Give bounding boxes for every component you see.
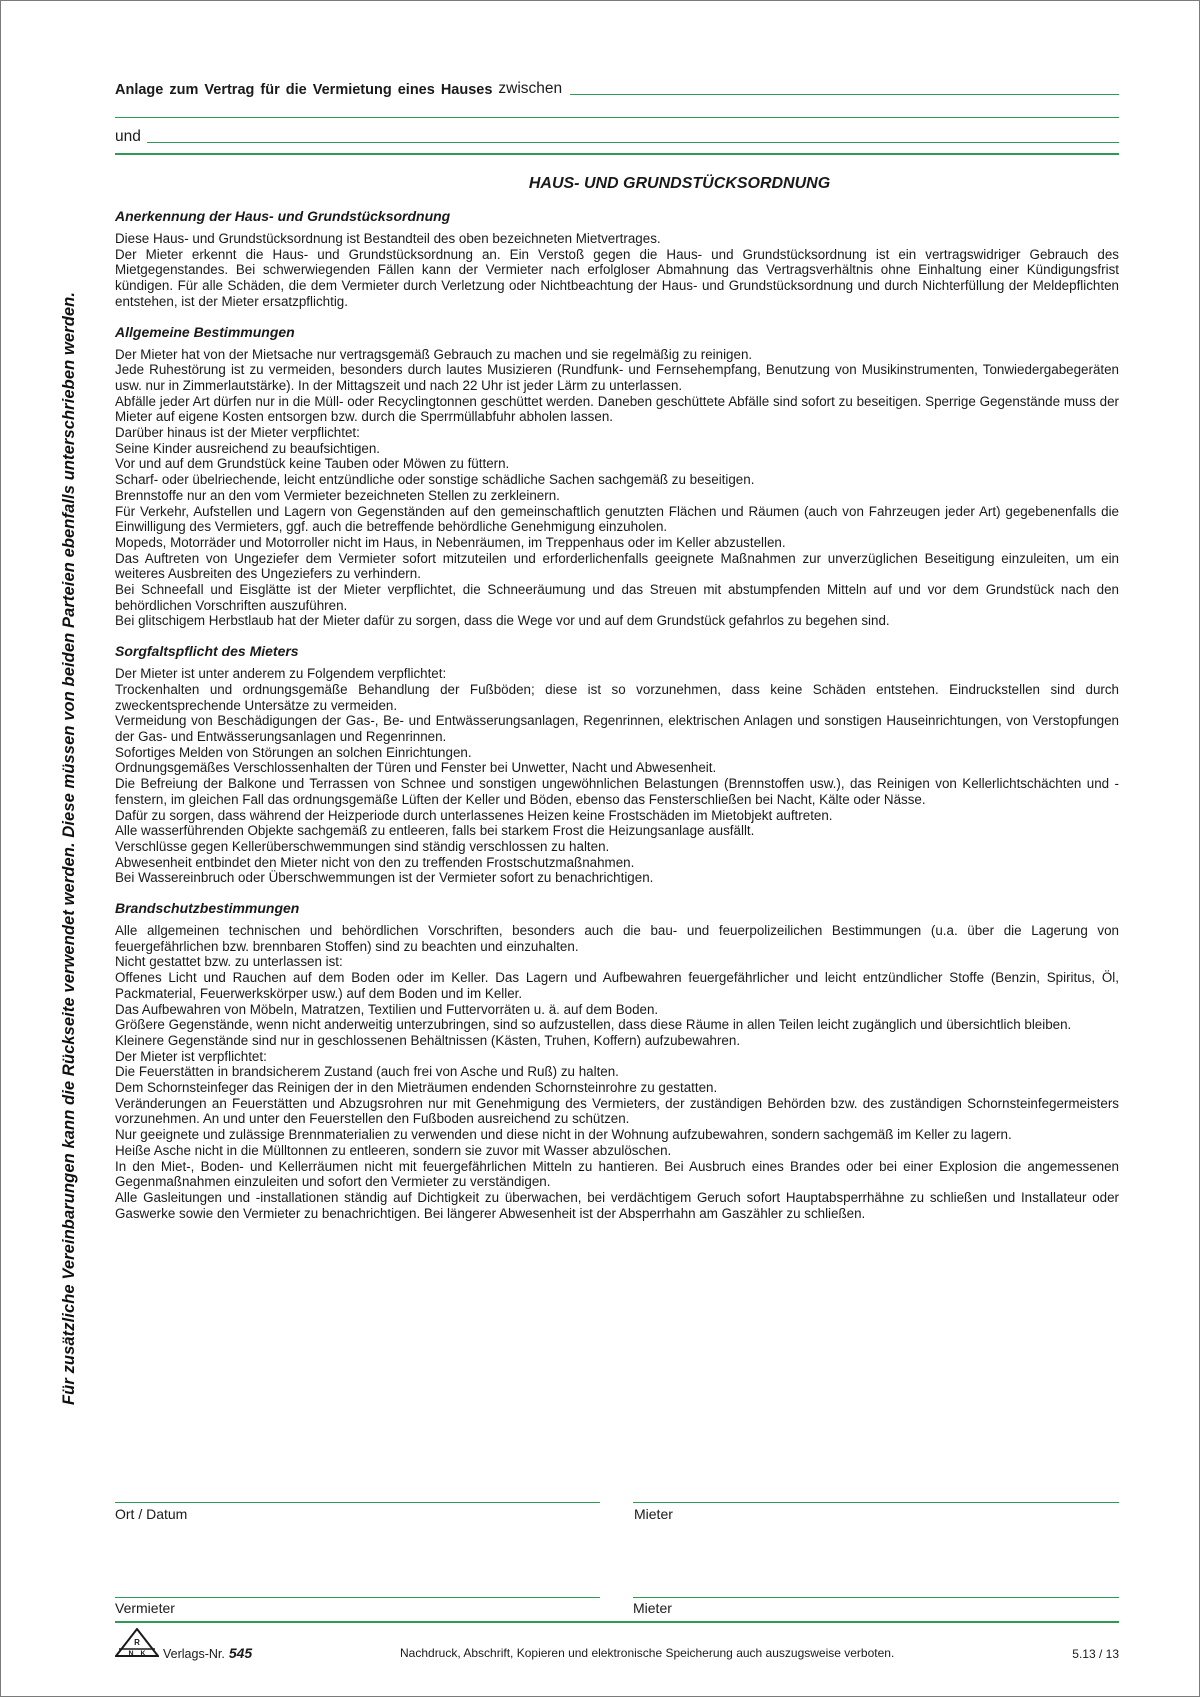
publisher-number-label: Verlags-Nr.: [163, 1647, 225, 1661]
header-divider: [115, 153, 1119, 155]
section-paragraph: Alle wasserführenden Objekte sachgemäß zu entleeren, falls bei starkem Frost die Heizungsanlage ausfällt.: [115, 823, 755, 839]
and-row: [115, 126, 1119, 146]
section: [115, 208, 1119, 310]
section-paragraph: Bei Schneefall und Eisglätte ist der Mieter verpflichtet, die Schneeräumung und das Streuen mit abstumpfenden Mitteln auf und vor dem Grundstück nach den behördlichen Vorschriften auszuführen.: [115, 582, 1119, 613]
tenant-2-label: Mieter: [633, 1600, 672, 1616]
section-paragraph: Sofortiges Melden von Störungen an solchen Einrichtungen.: [115, 744, 472, 760]
svg-text:R: R: [134, 1638, 140, 1647]
section-paragraph: Scharf- oder übelriechende, leicht entzündliche oder sonstige schädliche Sachen sachgemäß zu beseitigen.: [115, 472, 755, 488]
party-1-field[interactable]: [570, 94, 1119, 95]
tenant-1-signature-line[interactable]: [633, 1502, 1119, 1503]
section: [115, 643, 1119, 886]
section-paragraph: Nur geeignete und zulässige Brennmaterialien zu verwenden und diese nicht in der Wohnung aufzubewahren, sondern sachgemäß im Keller zu lagern.: [115, 1127, 1012, 1143]
contract-header-row: [115, 78, 1119, 98]
section-paragraph: Der Mieter erkennt die Haus- und Grundstücksordnung an. Ein Verstoß gegen die Haus- und Grundstücksordnung ist ein vertragswidriger Gebrauch des Mietgegenstandes. Bei schwerwiegenden Fällen kann der Vermieter nach erfolgloser Abmahnung das Vertragsverhältnis ohne Einhaltung einer Kündigungsfrist kündigen. Für alle Schäden, die dem Vermieter durch Verletzung oder Nichtbeachtung der Haus- und Grundstücksordnung und durch Nichterfüllung der Meldepflichten entstehen, ist der Mieter ersatzpflichtig.: [115, 246, 1119, 309]
publisher-logo-icon: [115, 1628, 159, 1658]
tenant-2-signature-line[interactable]: [633, 1597, 1119, 1598]
publisher-number: [163, 1645, 252, 1661]
between-label: zwischen: [498, 80, 563, 97]
section-paragraph: Alle allgemeinen technischen und behördlichen Vorschriften, besonders auch die bau- und feuerpolizeilichen Bestimmungen (u.a. über die Lagerung von feuergefährlichen bzw. brennbaren Stoffen) sind zu beachten und einzuhalten.: [115, 923, 1119, 954]
section-paragraph: Der Mieter ist unter anderem zu Folgendem verpflichtet:: [115, 666, 447, 682]
section-paragraph: Die Befreiung der Balkone und Terrassen von Schnee und sonstigen ungewöhnlichen Belastungen (Brennstoffen usw.), das Reinigen von Kellerlichtschächten und -fenstern, im gleichen Fall das ordnungsgemäße Lüften der Keller und Böden, ebenso das Fensterschließen bei Nacht, Kälte oder Nässe.: [115, 776, 1119, 807]
edition-number: 5.13 / 13: [1072, 1647, 1119, 1661]
side-note: Für zusätzliche Vereinbarungen kann die Rückseite verwendet werden. Diese müssen von beiden Parteien ebenfalls unterschrieben werden.: [60, 291, 78, 1405]
section-paragraph: In den Miet-, Boden- und Kellerräumen nicht mit feuergefährlichen Mitteln zu hantieren. Bei Ausbruch eines Brandes oder bei einer Explosion die angemessenen Gegenmaßnahmen einzuleiten und sofort den Vermieter zu verständigen.: [115, 1158, 1119, 1190]
party-2-field[interactable]: [147, 142, 1119, 143]
place-date-signature-line[interactable]: [115, 1502, 600, 1503]
and-label: und: [115, 128, 141, 145]
place-date-label: Ort / Datum: [115, 1506, 188, 1522]
section-paragraph: Brennstoffe nur an den vom Vermieter bezeichneten Stellen zu zerkleinern.: [115, 487, 560, 503]
section-paragraph: Heiße Asche nicht in die Mülltonnen zu entleeren, sondern sie zuvor mit Wasser abzulöschen.: [115, 1142, 672, 1158]
section-paragraph: Jede Ruhestörung ist zu vermeiden, besonders durch lautes Musizieren (Rundfunk- und Fernsehempfang, Benutzung von Musikinstrumenten, Tonwiedergabegeräten usw. nur in Zimmerlautstärke). In der Mittagszeit und nach 22 Uhr ist jeder Lärm zu unterlassen.: [115, 362, 1119, 393]
section-paragraph: Veränderungen an Feuerstätten und Abzugsrohren nur mit Genehmigung des Vermieters, der zuständigen Behörden bzw. des zuständigen Schornsteinfegermeisters vorzunehmen. An und unter den Feuerstellen den Fußboden ausreichend zu schützen.: [115, 1095, 1119, 1127]
section-paragraph: Die Feuerstätten in brandsicherem Zustand (auch frei von Asche und Ruß) zu halten.: [115, 1064, 619, 1080]
svg-text:N: N: [128, 1650, 134, 1658]
section-paragraph: Das Auftreten von Ungeziefer dem Vermieter sofort mitzuteilen und erforderlichenfalls geeignete Maßnahmen zur unverzüglichen Beseitigung einzuleiten, um ein weiteres Ausbreiten des Ungeziefers zu verhindern.: [115, 550, 1119, 582]
section-paragraph: Offenes Licht und Rauchen auf dem Boden oder im Keller. Das Lagern und Aufbewahren feuergefährlicher und leicht entzündlicher Stoffe (Benzin, Spiritus, Öl, Packmaterial, Feuerwerkskörper usw.) auf dem Boden und im Keller.: [115, 970, 1119, 1001]
landlord-label: Vermieter: [115, 1600, 175, 1616]
section-paragraph: Abwesenheit entbindet den Mieter nicht von den zu treffenden Frostschutzmaßnahmen.: [115, 854, 635, 870]
section-paragraph: Der Mieter ist verpflichtet:: [115, 1048, 267, 1064]
section-paragraph: Dafür zu sorgen, dass während der Heizperiode durch unterlassenes Heizen keine Frostschäden im Mietobjekt auftreten.: [115, 807, 833, 823]
tenant-1-label: Mieter: [634, 1506, 673, 1522]
section-paragraph: Für Verkehr, Aufstellen und Lagern von Gegenständen auf den gemeinschaftlich genutzten Flächen und Räumen (auch von Fahrzeugen jeder Art) gegebenenfalls die Einwilligung des Vermieters, ggf. auch die betreffende behördliche Genehmigung einzuholen.: [115, 503, 1119, 535]
section-heading: Anerkennung der Haus- und Grundstücksordnung: [115, 208, 451, 224]
section-paragraph: Ordnungsgemäßes Verschlossenhalten der Türen und Fenster bei Unwetter, Nacht und Abwesenheit.: [115, 760, 717, 776]
section-paragraph: Der Mieter hat von der Mietsache nur vertragsgemäß Gebrauch zu machen und sie regelmäßig zu reinigen.: [115, 346, 753, 362]
footer-divider: [115, 1621, 1119, 1623]
section-heading: Sorgfaltspflicht des Mieters: [115, 643, 299, 660]
section-paragraph: Alle Gasleitungen und -installationen ständig auf Dichtigkeit zu überwachen, bei verdächtigem Geruch sofort Hauptabsperrhähne zu schließen und Installateur oder Gaswerke sowie den Vermieter zu benachrichtigen. Bei längerer Abwesenheit ist der Absperrhahn am Gaszähler zu schließen.: [115, 1189, 1119, 1221]
section-paragraph: Dem Schornsteinfeger das Reinigen der in den Mieträumen endenden Schornsteinrohre zu gestatten.: [115, 1080, 718, 1096]
section-paragraph: Das Aufbewahren von Möbeln, Matratzen, Textilien und Futtervorräten u. ä. auf dem Boden.: [115, 1001, 659, 1017]
party-1-continuation-line[interactable]: [115, 117, 1119, 118]
section-heading: Brandschutzbestimmungen: [115, 900, 300, 917]
section: [115, 900, 1119, 1221]
section-paragraph: Bei Wassereinbruch oder Überschwemmungen ist der Vermieter sofort zu benachrichtigen.: [115, 870, 654, 886]
svg-text:K: K: [140, 1650, 146, 1658]
section-paragraph: Bei glitschigem Herbstlaub hat der Mieter dafür zu sorgen, dass die Wege vor und auf dem Grundstück gefahrlos zu begehen sind.: [115, 613, 890, 629]
section-paragraph: Trockenhalten und ordnungsgemäße Behandlung der Fußböden; diese ist so vorzunehmen, dass keine Schäden entstehen. Eindruckstellen sind durch zweckentsprechende Untersätze zu vermeiden.: [115, 681, 1119, 713]
publisher-number-value: 545: [228, 1645, 253, 1661]
section-paragraph: Kleinere Gegenstände sind nur in geschlossenen Behältnissen (Kästen, Truhen, Koffern) aufzubewahren.: [115, 1032, 741, 1048]
section-paragraph: Abfälle jeder Art dürfen nur in die Müll- oder Recyclingtonnen geschüttet werden. Daneben geschüttete Abfälle sind sofort zu beseitigen. Sperrige Gegenstände muss der Mieter auf eigene Kosten entsorgen bzw. durch die Sperrmüllabfuhr abholen lassen.: [115, 393, 1119, 425]
section-paragraph: Diese Haus- und Grundstücksordnung ist Bestandteil des oben bezeichneten Mietvertrages.: [115, 231, 661, 246]
section-paragraph: Vor und auf dem Grundstück keine Tauben oder Möwen zu füttern.: [115, 456, 510, 472]
section-paragraph: Größere Gegenstände, wenn nicht anderweitig unterzubringen, sind so aufzustellen, dass diese Räume in allen Teilen leicht zugänglich und übersichtlich bleiben.: [115, 1017, 1072, 1033]
section-paragraph: Nicht gestattet bzw. zu unterlassen ist:: [115, 954, 343, 970]
document-title: HAUS- UND GRUNDSTÜCKSORDNUNG: [528, 175, 831, 192]
section-paragraph: Vermeidung von Beschädigungen der Gas-, Be- und Entwässerungsanlagen, Regenrinnen, elektrischen Anlagen und sonstigen Hauseinrichtungen, von Verstopfungen der Gas- und Entwässerungsanlagen und Regenrinnen.: [115, 713, 1119, 744]
document-body: [115, 208, 1119, 1235]
section-paragraph: Darüber hinaus ist der Mieter verpflichtet:: [115, 425, 360, 441]
landlord-signature-line[interactable]: [115, 1597, 600, 1598]
copyright-notice: Nachdruck, Abschrift, Kopieren und elektronische Speicherung auch auszugsweise verboten.: [400, 1646, 895, 1660]
section-heading: Allgemeine Bestimmungen: [115, 323, 295, 340]
contract-title: Anlage zum Vertrag für die Vermietung eines Hauses: [115, 82, 493, 98]
section-paragraph: Mopeds, Motorräder und Motorroller nicht im Haus, in Nebenräumen, im Treppenhaus oder im Keller abzustellen.: [115, 534, 786, 550]
section: [115, 324, 1119, 630]
section-paragraph: Seine Kinder ausreichend zu beaufsichtigen.: [115, 440, 381, 456]
section-paragraph: Verschlüsse gegen Kellerüberschwemmungen sind ständig verschlossen zu halten.: [115, 838, 610, 854]
